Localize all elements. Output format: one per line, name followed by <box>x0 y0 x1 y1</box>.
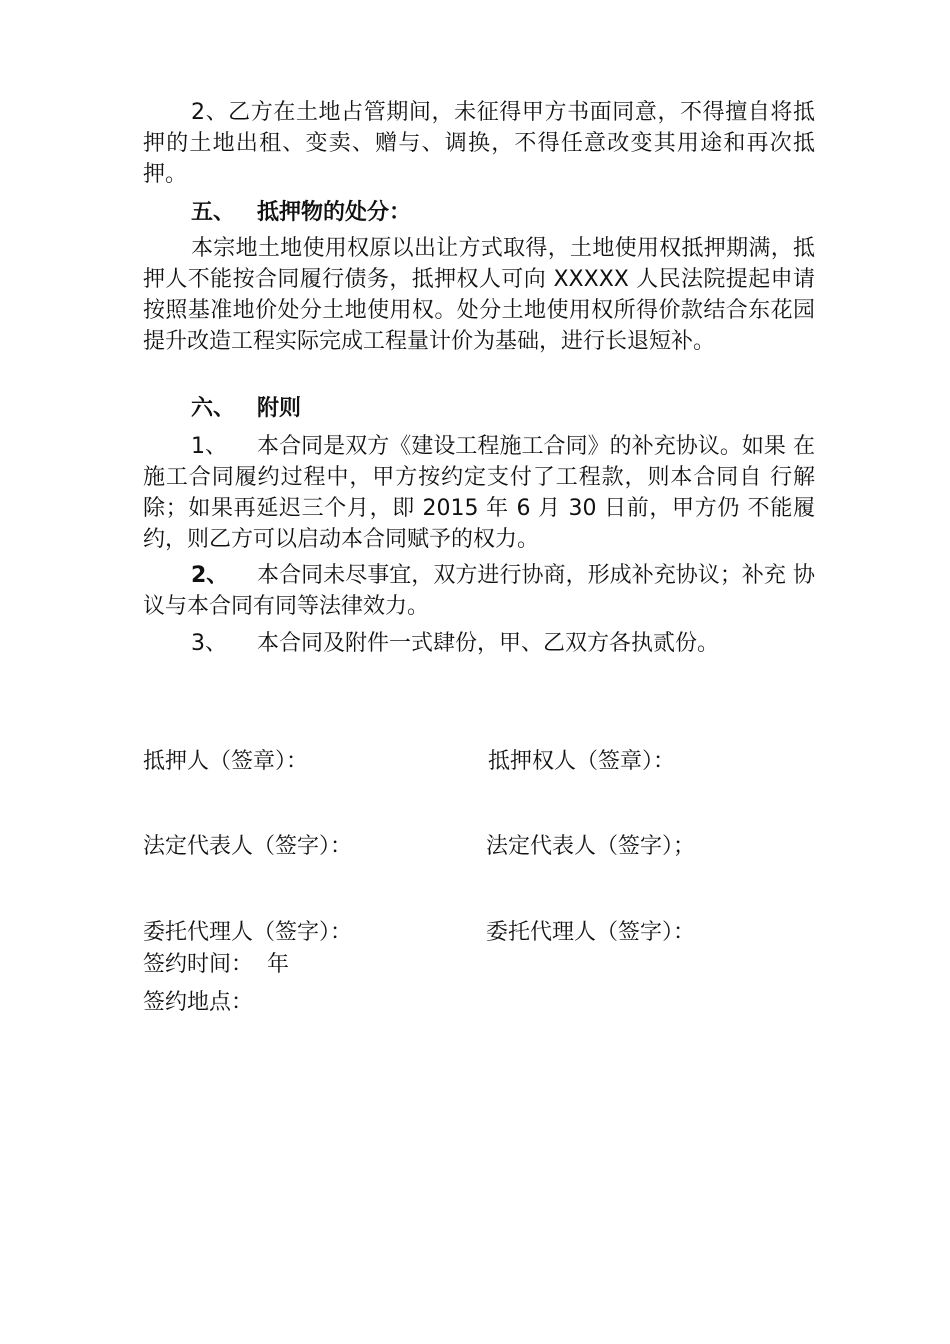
legal-rep-left-label: 法定代表人（签字）： <box>143 834 353 859</box>
mortgagor-seal-label: 抵押人（签章）： <box>143 749 309 774</box>
section-5-number: 五、 <box>191 200 236 225</box>
legal-rep-right-label: 法定代表人（签字）； <box>486 834 696 859</box>
section-6-number: 六、 <box>191 396 236 421</box>
clause-6-3-text: 本合同及附件一式肆份，甲、乙双方各执贰份。 <box>257 631 720 656</box>
clause-6-3 <box>191 628 719 659</box>
clause-6-2-text: 本合同未尽事宜，双方进行协商，形成补充协议；补充 协议与本合同有同等法律效力。 <box>143 563 815 619</box>
clause-4-2: 2、乙方在土地占管期间，未征得甲方书面同意，不得擅自将抵押的土地出租、变卖、赠与、调换，不得任意改变其用途和再次抵押。 <box>143 100 815 187</box>
clause-6-1-number: 1、 <box>191 434 227 459</box>
agent-right-label: 委托代理人（签字）： <box>486 920 696 945</box>
clause-6-3-number: 3、 <box>191 631 227 656</box>
agent-left-label: 委托代理人（签字）： <box>143 920 353 945</box>
clause-6-1-text: 本合同是双方《建设工程施工合同》的补充协议。如果 在施工合同履约过程中，甲方按约定支付了工程款，则本合同自 行解除；如果再延迟三个月，即 2015 年 6 月 30 日前，甲方仍 不能履约，则乙方可以启动本合同赋予的权力。 <box>143 434 815 552</box>
clause-6-1 <box>143 431 815 555</box>
section-6-heading <box>191 393 301 424</box>
sign-time-label: 签约时间： 年 <box>143 952 289 977</box>
section-5-body: 本宗地土地使用权原以出让方式取得，土地使用权抵押期满，抵押人不能按合同履行债务，抵押权人可向 XXXXX 人民法院提起申请按照基准地价处分土地使用权。处分土地使用权所得价款结合东花园提升改造工程实际完成工程量计价为基础，进行长退短补。 <box>143 236 815 354</box>
section-5-heading <box>191 197 411 228</box>
clause-6-2 <box>143 560 815 622</box>
sign-place-label: 签约地点： <box>143 990 254 1015</box>
mortgagee-seal-label: 抵押权人（签章）： <box>488 749 676 774</box>
clause-6-2-number: 2、 <box>191 563 229 588</box>
section-5-title: 抵押物的处分： <box>257 200 412 225</box>
section-6-title: 附则 <box>257 396 302 421</box>
